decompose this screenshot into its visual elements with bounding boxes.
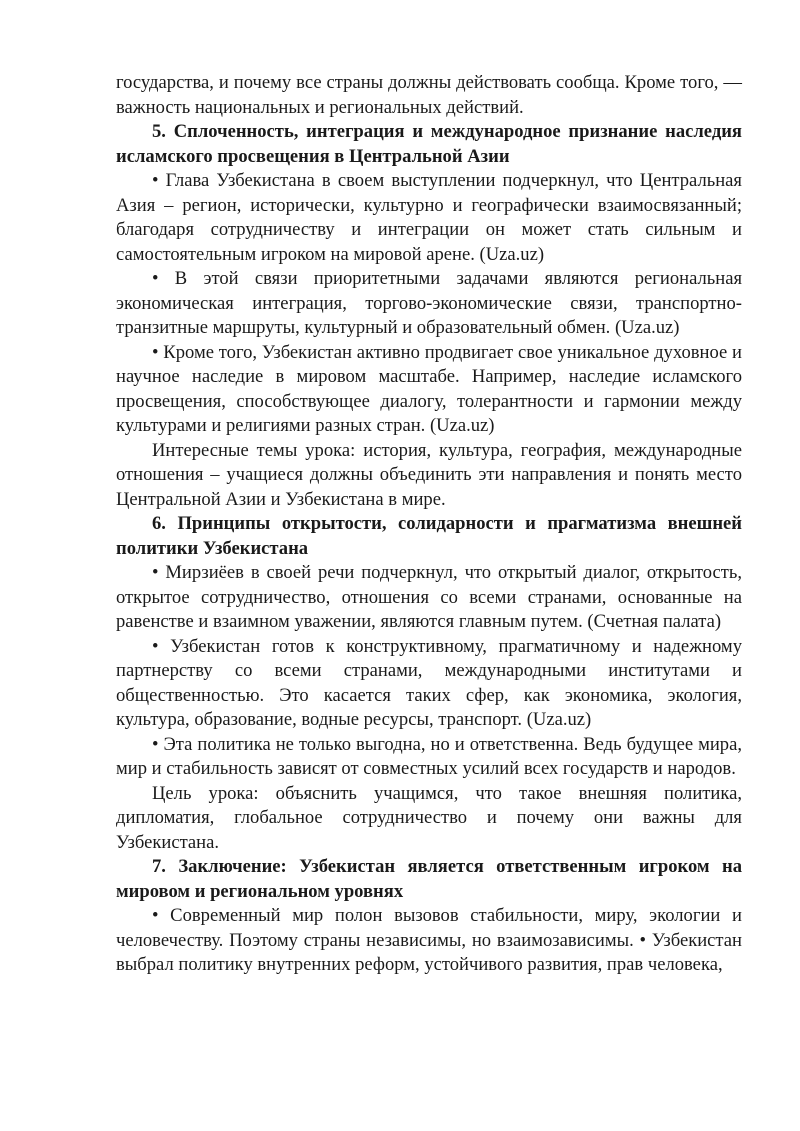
section-heading-7: 7. Заключение: Узбекистан является ответственным игроком на мировом и региональном уровнях <box>116 856 742 902</box>
paragraph: • Мирзиёев в своей речи подчеркнул, что открытый диалог, открытость, открытое сотрудничество, отношения со всеми странами, основанные на равенстве и взаимном уважении, являются главным путем. (Счетная палата) <box>116 562 742 632</box>
paragraph: • В этой связи приоритетными задачами являются региональная экономическая интеграция, торгово-экономические связи, транспортно-транзитные маршруты, культурный и образовательный обмен. (Uza.uz) <box>116 268 742 338</box>
paragraph: • Кроме того, Узбекистан активно продвигает свое уникальное духовное и научное наследие в мировом масштабе. Например, наследие исламского просвещения, способствующее диалогу, толерантности и гармонии между культурами и религиями разных стран. (Uza.uz) <box>116 341 742 436</box>
paragraph: • Современный мир полон вызовов стабильности, миру, экологии и человечеству. Поэтому страны независимы, но взаимозависимы. • Узбекистан выбрал политику внутренних реформ, устойчивого развития, прав человека, <box>116 905 742 975</box>
section-heading-5: 5. Сплоченность, интеграция и международное признание наследия исламского просвещения в Центральной Азии <box>116 121 742 167</box>
paragraph-continuation: государства, и почему все страны должны действовать сообща. Кроме того, — важность национальных и региональных действий. <box>116 72 742 118</box>
paragraph: Цель урока: объяснить учащимся, что такое внешняя политика, дипломатия, глобальное сотрудничество и почему они важны для Узбекистана. <box>116 782 742 853</box>
paragraph: Интересные темы урока: история, культура, география, международные отношения – учащиеся должны объединить эти направления и понять место Центральной Азии и Узбекистана в мире. <box>116 439 742 510</box>
paragraph: • Эта политика не только выгодна, но и ответственна. Ведь будущее мира, мир и стабильность зависят от совместных усилий всех государств и народов. <box>116 733 742 779</box>
section-heading-6: 6. Принципы открытости, солидарности и прагматизма внешней политики Узбекистана <box>116 513 742 559</box>
paragraph: • Узбекистан готов к конструктивному, прагматичному и надежному партнерству со всеми странами, международными институтами и общественностью. Это касается таких сфер, как экономика, экология, культура, образование, водные ресурсы, транспорт. (Uza.uz) <box>116 635 742 730</box>
paragraph: • Глава Узбекистана в своем выступлении подчеркнул, что Центральная Азия – регион, исторически, культурно и географически взаимосвязанный; благодаря сотрудничеству и интеграции он может стать сильным и самостоятельным игроком на мировой арене. (Uza.uz) <box>116 170 742 265</box>
